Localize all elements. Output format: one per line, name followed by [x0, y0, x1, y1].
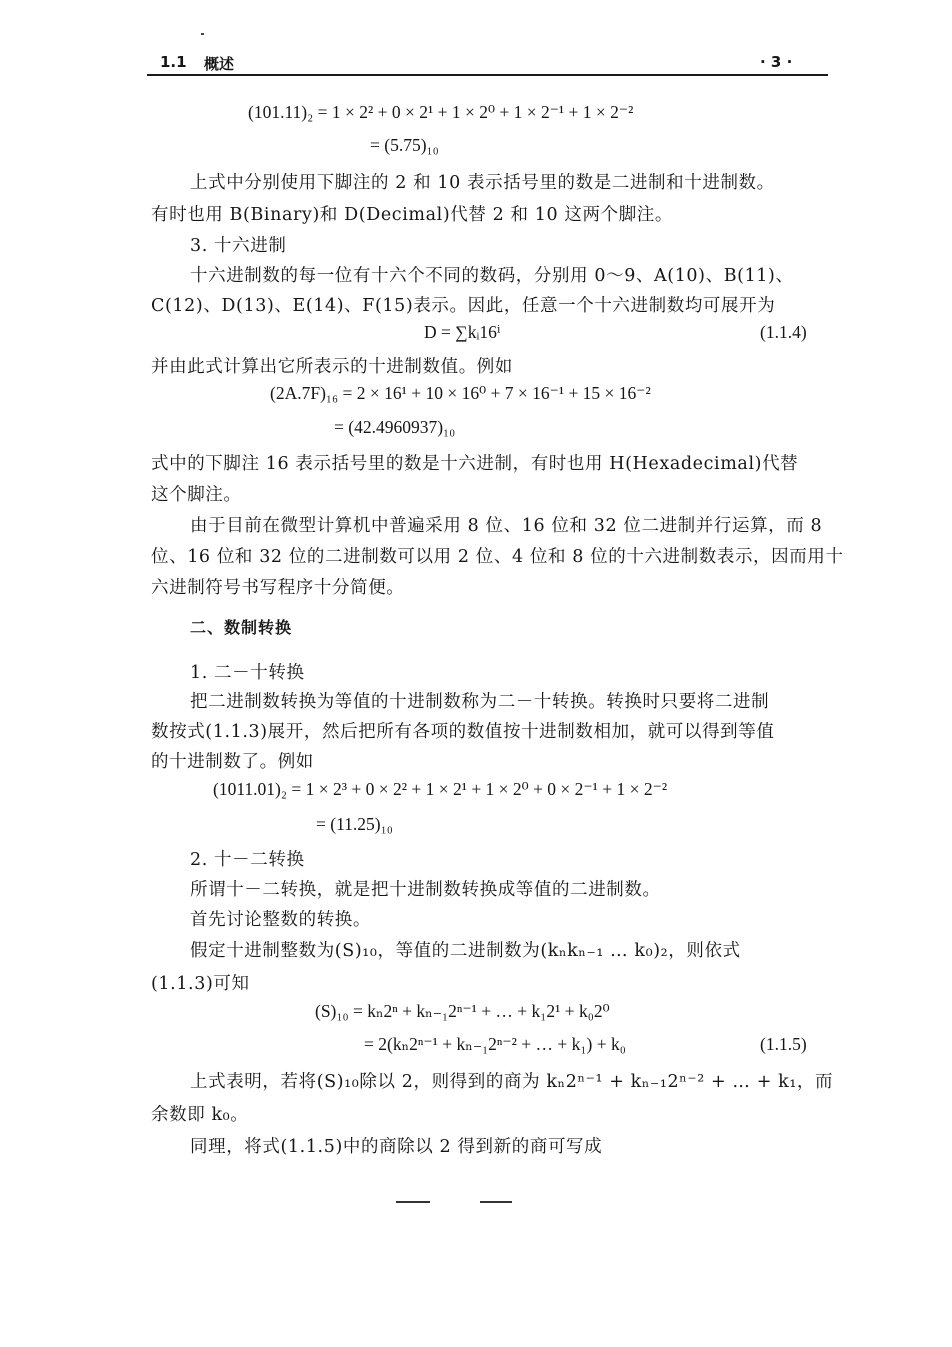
equation-number: (1.1.5) [760, 1034, 807, 1054]
subsection-decimal-to-binary: 2. 十－二转换 [190, 850, 305, 870]
paragraph-line: 所谓十－二转换，就是把十进制数转换成等值的二进制数。 [190, 880, 661, 900]
equation-number: (1.1.4) [760, 322, 807, 342]
paragraph-line: 的十进制数了。例如 [151, 752, 314, 772]
paragraph-line: 十六进制数的每一位有十六个不同的数码，分别用 0～9、A(10)、B(11)、 [190, 266, 794, 286]
equation-binary-result: = (5.75)₁₀ [370, 135, 439, 155]
header-section-number: 1.1 [160, 53, 187, 71]
equation-hex-result: = (42.4960937)₁₀ [334, 417, 456, 437]
paragraph-line: 上式中分别使用下脚注的 2 和 10 表示括号里的数是二进制和十进制数。 [190, 173, 775, 193]
subsection-hexadecimal: 3. 十六进制 [190, 236, 287, 256]
equation-hex-sum: D = ∑kᵢ16ⁱ [424, 322, 501, 342]
equation-binary-example-result: = (11.25)₁₀ [316, 814, 393, 834]
paragraph-line: 这个脚注。 [151, 485, 242, 505]
subsection-binary-to-decimal: 1. 二－十转换 [190, 663, 305, 683]
scan-mark [396, 1201, 430, 1203]
equation-integer-factored: = 2(kₙ2ⁿ⁻¹ + kₙ₋₁2ⁿ⁻² + … + k₁) + k₀ [364, 1034, 626, 1054]
equation-integer-expansion: (S)₁₀ = kₙ2ⁿ + kₙ₋₁2ⁿ⁻¹ + … + k₁2¹ + k₀2⁰ [315, 1001, 610, 1021]
paragraph-line: 式中的下脚注 16 表示括号里的数是十六进制，有时也用 H(Hexadecimal)代替 [151, 454, 799, 474]
scan-mark [480, 1201, 512, 1203]
paragraph-line: 并由此式计算出它所表示的十进制数值。例如 [151, 357, 513, 377]
paragraph-line: 数按式(1.1.3)展开，然后把所有各项的数值按十进制数相加，就可以得到等值 [151, 722, 775, 742]
paragraph-line: (1.1.3)可知 [151, 974, 250, 994]
page-number: · 3 · [760, 53, 793, 71]
paragraph-line: 假定十进制整数为(S)₁₀，等值的二进制数为(kₙkₙ₋₁ … k₀)₂，则依式 [190, 941, 741, 961]
header-section-title: 概述 [204, 55, 235, 73]
paragraph-line: 把二进制数转换为等值的十进制数称为二－十转换。转换时只要将二进制 [190, 692, 770, 712]
section-heading: 二、数制转换 [190, 618, 293, 637]
paragraph-line: 上式表明，若将(S)₁₀除以 2，则得到的商为 kₙ2ⁿ⁻¹ + kₙ₋₁2ⁿ⁻² + … + k₁，而 [190, 1072, 834, 1092]
paragraph-line: 六进制符号书写程序十分简便。 [151, 578, 405, 598]
paragraph-line: C(12)、D(13)、E(14)、F(15)表示。因此，任意一个十六进制数均可展开为 [151, 296, 776, 316]
scan-speck [201, 33, 204, 35]
paragraph-line: 由于目前在微型计算机中普遍采用 8 位、16 位和 32 位二进制并行运算，而 8 [190, 516, 823, 536]
paragraph-line: 首先讨论整数的转换。 [190, 910, 371, 930]
paragraph-line: 余数即 k₀。 [151, 1105, 249, 1125]
paragraph-line: 有时也用 B(Binary)和 D(Decimal)代替 2 和 10 这两个脚注。 [151, 205, 674, 225]
header-rule [147, 74, 828, 76]
paragraph-line: 位、16 位和 32 位的二进制数可以用 2 位、4 位和 8 位的十六进制数表示，因而用十 [151, 547, 844, 567]
equation-binary-expansion: (101.11)₂ = 1 × 2² + 0 × 2¹ + 1 × 2⁰ + 1 × 2⁻¹ + 1 × 2⁻² [248, 102, 634, 122]
equation-hex-expansion: (2A.7F)₁₆ = 2 × 16¹ + 10 × 16⁰ + 7 × 16⁻¹ + 15 × 16⁻² [270, 383, 651, 403]
paragraph-line: 同理，将式(1.1.5)中的商除以 2 得到新的商可写成 [190, 1137, 603, 1157]
equation-binary-example: (1011.01)₂ = 1 × 2³ + 0 × 2² + 1 × 2¹ + 1 × 2⁰ + 0 × 2⁻¹ + 1 × 2⁻² [213, 779, 668, 799]
